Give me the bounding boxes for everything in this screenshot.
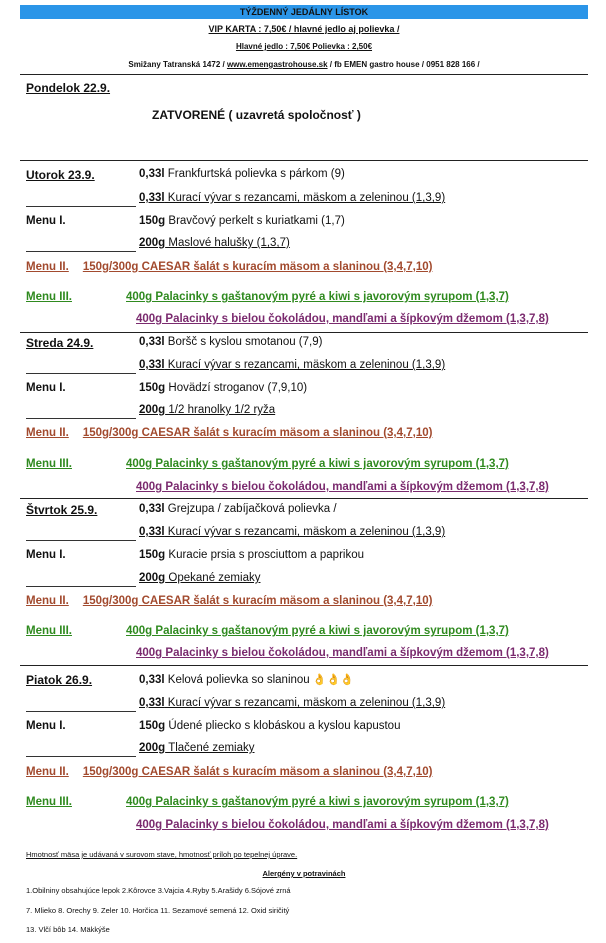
menu-iii-line: Menu III. 400g Palacinky s gaštanovým pyré a kiwi s javorovým syrupom (1,3,7) [26, 291, 509, 303]
weight-note: Hmotnosť mäsa je udávaná v surovom stave, hmotnosť príloh po tepelnej úprave. [26, 850, 298, 859]
allergens-line-1: 1.Obilniny obsahujúce lepok 2.Kôrovce 3.Vajcia 4.Ryby 5.Arašidy 6.Sójové zrná [26, 886, 291, 895]
soup-item: 0,33l Frankfurtská polievka s párkom (9) [139, 168, 345, 180]
side-item: 200g 1/2 hranolky 1/2 ryža [139, 404, 276, 416]
broth-item: 0,33l Kurací vývar s rezancami, mäskom a zeleninou (1,3,9) [139, 526, 446, 538]
main-item: 150g Údené pliecko s klobáskou a kyslou kapustou [139, 720, 401, 732]
menu-i-label: Menu I. [26, 549, 66, 561]
dessert-line: 400g Palacinky s bielou čokoládou, mandľami a šípkovým džemom (1,3,7,8) [136, 481, 549, 493]
ok-hand-icon: 👌👌👌 [312, 674, 354, 686]
soup-item: 0,33l Kelová polievka so slaninou 👌👌👌 [139, 674, 354, 686]
allergens-line-2: 7. Mlieko 8. Orechy 9. Zeler 10. Horčica 11. Sezamové semená 12. Oxid siričitý [26, 906, 290, 915]
blank-line [26, 711, 136, 712]
website-link[interactable]: www.emengastrohouse.sk [226, 60, 328, 69]
menu-iii-line: Menu III. 400g Palacinky s gaštanovým pyré a kiwi s javorovým syrupom (1,3,7) [26, 796, 509, 808]
menu-ii-line: Menu II. 150g/300g CAESAR šalát s kuracím mäsom a slaninou (3,4,7,10) [26, 766, 433, 778]
closed-notice: ZATVORENÉ ( uzavretá spoločnosť ) [152, 108, 361, 122]
menu-ii-line: Menu II. 150g/300g CAESAR šalát s kuracím mäsom a slaninou (3,4,7,10) [26, 595, 433, 607]
menu-i-label: Menu I. [26, 720, 66, 732]
day-label-friday: Piatok 26.9. [26, 673, 93, 687]
dessert-line: 400g Palacinky s bielou čokoládou, mandľami a šípkovým džemom (1,3,7,8) [136, 819, 549, 831]
side-item: 200g Opekané zemiaky [139, 572, 261, 584]
divider [20, 74, 588, 75]
menu-title-bar [20, 5, 588, 19]
menu-ii-line: Menu II. 150g/300g CAESAR šalát s kuracím mäsom a slaninou (3,4,7,10) [26, 427, 433, 439]
broth-item: 0,33l Kurací vývar s rezancami, mäskom a zeleninou (1,3,9) [139, 359, 446, 371]
day-label-wednesday: Streda 24.9. [26, 336, 94, 350]
menu-iii-line: Menu III. 400g Palacinky s gaštanovým pyré a kiwi s javorovým syrupom (1,3,7) [26, 625, 509, 637]
blank-line [26, 418, 136, 419]
side-item: 200g Maslové halušky (1,3,7) [139, 237, 290, 249]
blank-line [26, 251, 136, 252]
main-item: 150g Hovädzí stroganov (7,9,10) [139, 382, 308, 394]
menu-ii-line: Menu II. 150g/300g CAESAR šalát s kuracím mäsom a slaninou (3,4,7,10) [26, 261, 433, 273]
blank-line [26, 206, 136, 207]
broth-item: 0,33l Kurací vývar s rezancami, mäskom a zeleninou (1,3,9) [139, 192, 446, 204]
divider [20, 332, 588, 333]
menu-i-label: Menu I. [26, 382, 66, 394]
menu-title: TÝŽDENNÝ JEDÁLNY LÍSTOK [239, 7, 369, 17]
allergens-line-3: 13. Vlčí bôb 14. Mäkkýše [26, 925, 110, 934]
divider [20, 160, 588, 161]
blank-line [26, 373, 136, 374]
divider [20, 665, 588, 666]
menu-i-label: Menu I. [26, 215, 66, 227]
vip-card-line: VIP KARTA : 7,50€ / hlavné jedlo aj polievka / [208, 24, 400, 34]
day-label-thursday: Štvrtok 25.9. [26, 503, 98, 517]
blank-line [26, 586, 136, 587]
blank-line [26, 756, 136, 757]
divider [20, 498, 588, 499]
menu-iii-line: Menu III. 400g Palacinky s gaštanovým pyré a kiwi s javorovým syrupom (1,3,7) [26, 458, 509, 470]
main-item: 150g Kuracie prsia s prosciuttom a paprikou [139, 549, 365, 561]
main-item: 150g Bravčový perkelt s kuriatkami (1,7) [139, 215, 345, 227]
prices-line: Hlavné jedlo : 7,50€ Polievka : 2,50€ [235, 42, 373, 51]
soup-item: 0,33l Grejzupa / zabíjačková polievka / [139, 503, 337, 515]
blank-line [26, 540, 136, 541]
allergens-title: Alergény v potravinách [262, 869, 346, 878]
day-label-tuesday: Utorok 23.9. [26, 168, 95, 182]
soup-item: 0,33l Boršč s kyslou smotanou (7,9) [139, 336, 323, 348]
broth-item: 0,33l Kurací vývar s rezancami, mäskom a zeleninou (1,3,9) [139, 697, 446, 709]
side-item: 200g Tlačené zemiaky [139, 742, 255, 754]
contact-line: Smižany Tatranská 1472 / www.emengastrohouse.sk / fb EMEN gastro house / 0951 828 166 / [128, 60, 480, 69]
day-label-monday: Pondelok 22.9. [26, 81, 111, 95]
dessert-line: 400g Palacinky s bielou čokoládou, mandľami a šípkovým džemom (1,3,7,8) [136, 647, 549, 659]
dessert-line: 400g Palacinky s bielou čokoládou, mandľami a šípkovým džemom (1,3,7,8) [136, 313, 549, 325]
